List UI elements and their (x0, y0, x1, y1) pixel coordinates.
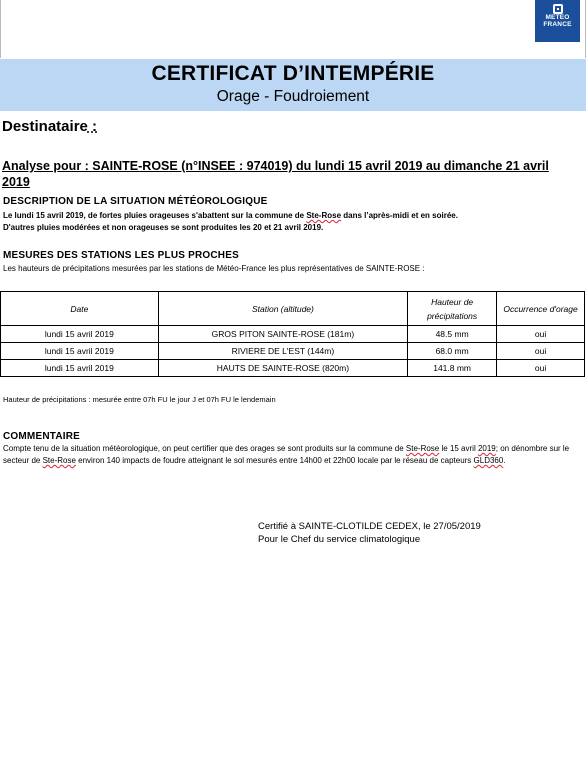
page-title: CERTIFICAT D’INTEMPÉRIE (151, 62, 435, 85)
cell-date: lundi 15 avril 2019 (1, 326, 159, 343)
col-height: Hauteur de précipitations (408, 292, 497, 326)
logo-line1: METEO (545, 14, 570, 21)
destinataire-text: Destinataire (2, 118, 88, 135)
col-occurrence: Occurrence d'orage (497, 292, 585, 326)
title-banner (0, 59, 586, 111)
destinataire-colon: : (87, 118, 98, 135)
table-row (1, 360, 585, 377)
table-row (1, 326, 585, 343)
cell-station: GROS PITON SAINTE-ROSE (181m) (158, 326, 408, 343)
table-row (1, 343, 585, 360)
cell-date: lundi 15 avril 2019 (1, 343, 159, 360)
commentaire-text-b: le 15 avril (439, 444, 478, 453)
certification-line2: Pour le Chef du service climatologique (258, 534, 421, 545)
col-date: Date (1, 292, 159, 326)
stations-table (0, 291, 585, 377)
certification-block (258, 520, 481, 546)
commentaire-year-b: 2019 (477, 444, 496, 453)
commentaire-text-c: ; on dénombre sur le secteur de (3, 444, 570, 465)
page-subtitle: Orage - Foudroiement (216, 88, 370, 105)
description-text-after: dans l’après-midi et en soirée. (341, 211, 458, 220)
commentaire-sensor: GLD360 (473, 456, 504, 465)
cell-date: lundi 15 avril 2019 (1, 360, 159, 377)
precipitation-note: Hauteur de précipitations : mesurée entre 07h FU le jour J et 07h FU le lendemain (3, 395, 276, 404)
meteo-france-logo (535, 0, 580, 42)
table-header-row (1, 292, 585, 326)
cell-station: HAUTS DE SAINTE-ROSE (820m) (158, 360, 408, 377)
header-frame (0, 0, 586, 58)
destinataire-label (2, 118, 97, 135)
commentaire-place-c: Ste-Rose (42, 456, 76, 465)
description-text-before: Le lundi 15 avril 2019, de fortes pluies orageuses s'abattent sur la commune de (3, 211, 307, 220)
stations-intro: Les hauteurs de précipitations mesurées par les stations de Météo-France les plus représentatives de SAINTE-ROSE : (3, 264, 425, 273)
logo-icon (553, 4, 563, 14)
cell-height: 68.0 mm (408, 343, 497, 360)
commentaire-text-d: environ 140 impacts de foudre atteignant le sol mesurés entre 14h00 et 22h00 locale par le réseau de capteurs (75, 456, 474, 465)
commentaire-text-e: . (503, 456, 506, 465)
commentaire-place-a: Ste-Rose (405, 444, 440, 453)
commentaire-text (3, 443, 578, 467)
logo-line2: FRANCE (543, 21, 572, 28)
description-text-2: D'autres pluies modérées et non orageuses se sont produites les 20 et 21 avril 2019. (3, 223, 324, 232)
commentaire-text-a: Compte tenu de la situation météorologique, on peut certifier que des orages se sont produits sur la commune de (3, 444, 406, 453)
cell-occurrence: oui (497, 360, 585, 377)
stations-heading: MESURES DES STATIONS LES PLUS PROCHES (3, 250, 239, 261)
cell-occurrence: oui (497, 326, 585, 343)
description-place: Ste-Rose (306, 211, 342, 220)
cell-occurrence: oui (497, 343, 585, 360)
certification-line1: Certifié à SAINTE-CLOTILDE CEDEX, le 27/05/2019 (258, 521, 481, 532)
cell-height: 48.5 mm (408, 326, 497, 343)
commentaire-heading: COMMENTAIRE (3, 431, 81, 442)
description-text (3, 210, 581, 222)
col-station: Station (altitude) (158, 292, 408, 326)
analyse-heading: Analyse pour : SAINTE-ROSE (n°INSEE : 974019) du lundi 15 avril 2019 au dimanche 21 avril 2019 (2, 159, 549, 189)
cell-station: RIVIERE DE L'EST (144m) (158, 343, 408, 360)
cell-height: 141.8 mm (408, 360, 497, 377)
description-heading: DESCRIPTION DE LA SITUATION MÉTÉOROLOGIQUE (3, 196, 268, 207)
